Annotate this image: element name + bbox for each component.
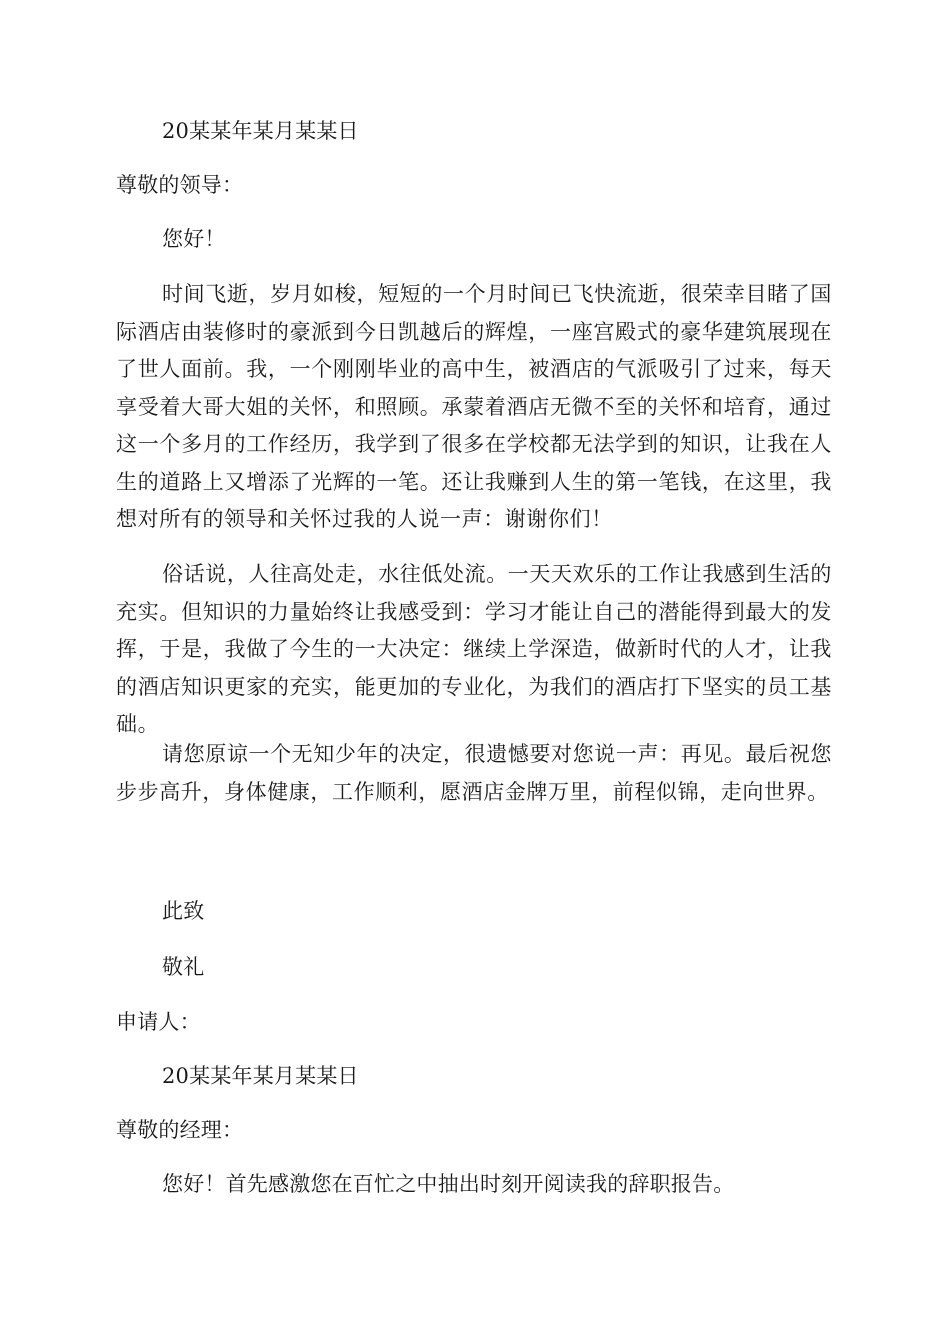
letter2-date: 20某某年某月某某日 (162, 1064, 359, 1088)
letter2-opening: 您好！首先感激您在百忙之中抽出时刻开阅读我的辞职报告。 (162, 1172, 735, 1196)
letter1-paragraph-3: 请您原谅一个无知少年的决定，很遗憾要对您说一声：再见。最后祝您步步高升，身体健康，工作顺利，愿酒店金牌万里，前程似锦，走向世界。 (116, 742, 832, 804)
letter1-salutation: 尊敬的领导： (116, 173, 244, 197)
letter1-date: 20某某年某月某某日 (162, 119, 359, 143)
letter2-salutation: 尊敬的经理： (116, 1118, 244, 1142)
letter1-paragraph-1: 时间飞逝，岁月如梭，短短的一个月时间已飞快流逝，很荣幸目睹了国际酒店由装修时的豪派到今日凯越后的辉煌，一座宫殿式的豪华建筑展现在了世人面前。我，一个刚刚毕业的高中生，被酒店的气派吸引了过来，每天享受着大哥大姐的关怀，和照顾。承蒙着酒店无微不至的关怀和培育，通过这一个多月的工作经历，我学到了很多在学校都无法学到的知识，让我在人生的道路上又增添了光辉的一笔。还让我赚到人生的第一笔钱，在这里，我想对所有的领导和关怀过我的人说一声：谢谢你们！ (116, 282, 832, 531)
letter1-applicant: 申请人： (116, 1010, 201, 1034)
letter1-paragraph-2: 俗话说，人往高处走，水往低处流。一天天欢乐的工作让我感到生活的充实。但知识的力量始终让我感受到：学习才能让自己的潜能得到最大的发挥，于是，我做了今生的一大决定：继续上学深造，做新时代的人才，让我的酒店知识更家的充实，能更加的专业化，为我们的酒店打下坚实的员工基础。 (116, 562, 832, 736)
letter1-closing-2: 敬礼 (162, 955, 205, 979)
letter1-closing-1: 此致 (162, 899, 205, 923)
letter1-greeting: 您好！ (162, 227, 226, 251)
